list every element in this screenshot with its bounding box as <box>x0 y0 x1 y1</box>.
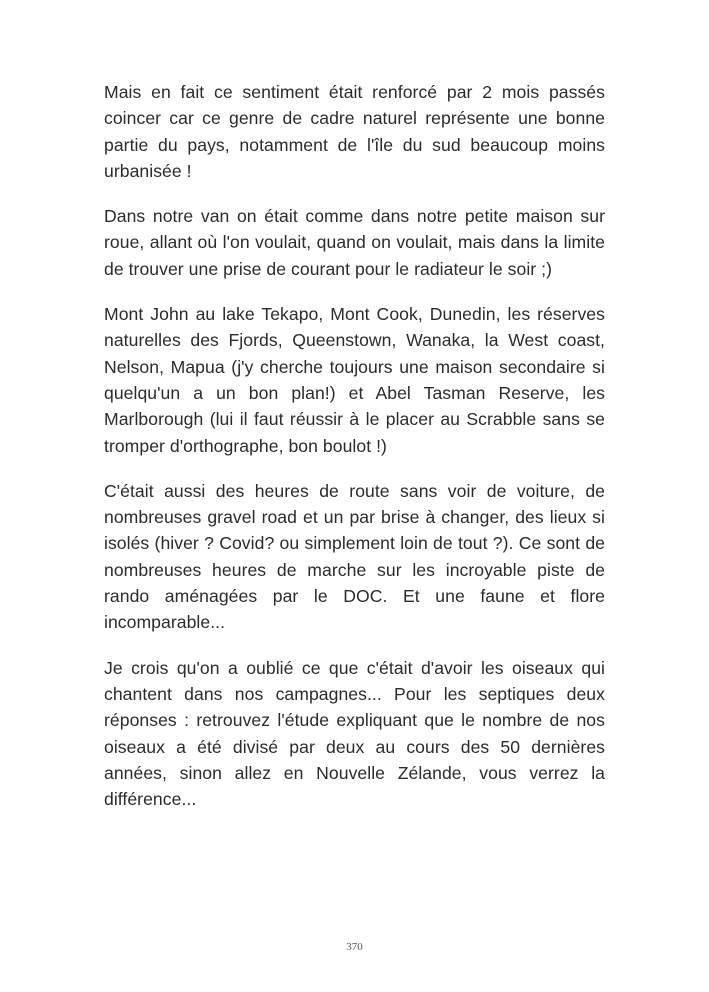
paragraph: Dans notre van on était comme dans notre petite maison sur roue, allant où l'on voulait, quand on voulait, mais dans la limite de trouver une prise de courant pour le radiateur le soir ;) <box>104 206 605 279</box>
paragraph: Mont John au lake Tekapo, Mont Cook, Dunedin, les réserves naturelles des Fjords, Queenstown, Wanaka, la West coast, Nelson, Mapua (j'y cherche toujours une maison secondaire si quelqu'un a un bon plan!) et Abel Tasman Reserve, les Marlborough (lui il faut réussir à le placer au Scrabble sans se tromper d'orthographe, bon boulot !) <box>104 304 605 456</box>
paragraph: Mais en fait ce sentiment était renforcé par 2 mois passés coincer car ce genre de cadre naturel représente une bonne partie du pays, notamment de l'île du sud beaucoup moins urbanisée ! <box>104 82 605 181</box>
paragraph: Je crois qu'on a oublié ce que c'était d'avoir les oiseaux qui chantent dans nos campagnes... Pour les septiques deux réponses : retrouvez l'étude expliquant que le nombre de nos oiseaux a été divisé par deux au cours des 50 dernières années, sinon allez en Nouvelle Zélande, vous verrez la différence... <box>104 657 605 810</box>
page-number: 370 <box>346 941 363 953</box>
body-text <box>104 79 605 831</box>
paragraph: C'était aussi des heures de route sans voir de voiture, de nombreuses gravel road et un par brise à changer, des lieux si isolés (hiver ? Covid? ou simplement loin de tout ?). Ce sont de nombreuses heures de marche sur les incroyable piste de rando aménagées par le DOC. Et une faune et flore incomparable... <box>104 480 605 633</box>
